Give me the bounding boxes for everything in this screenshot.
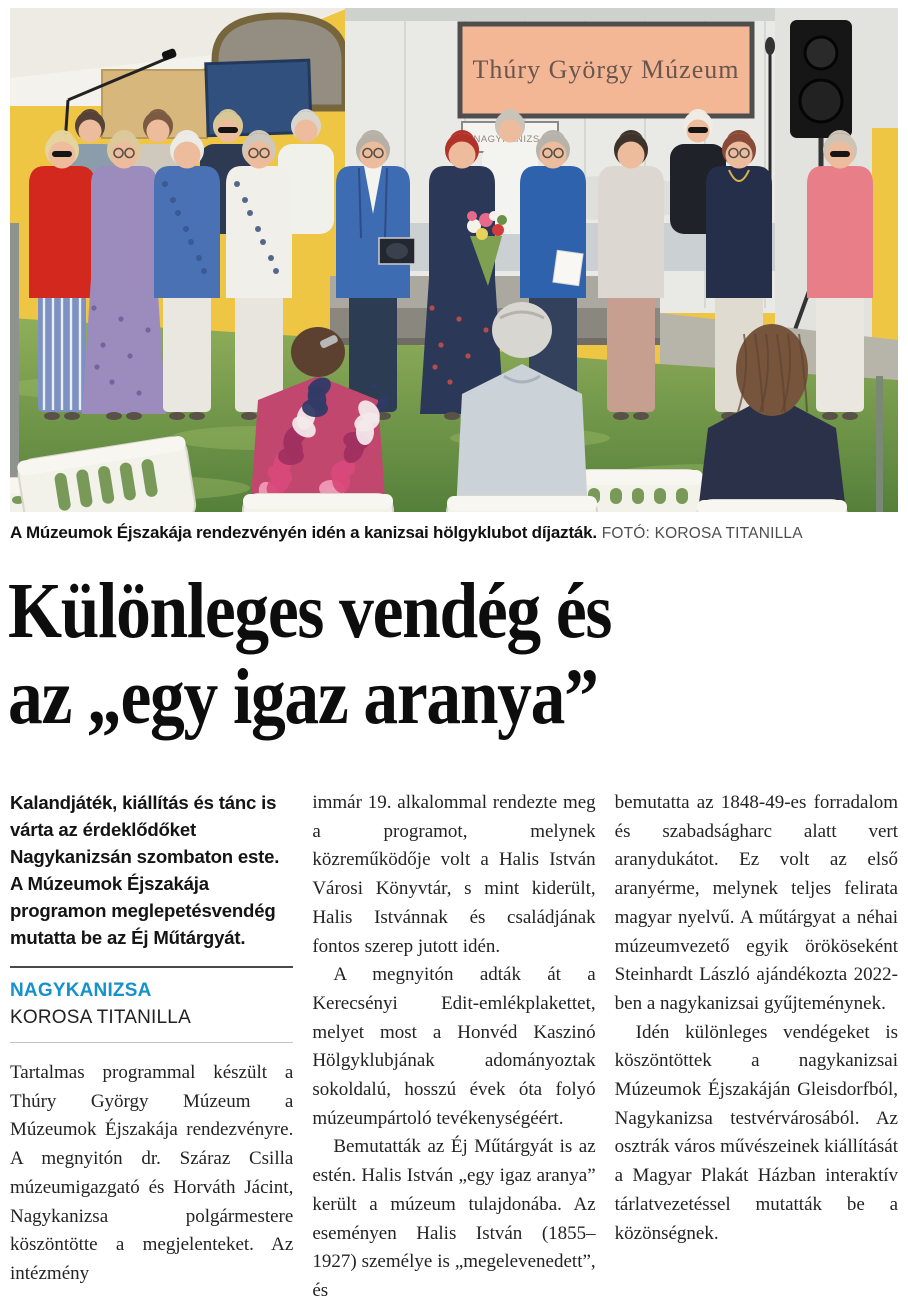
white-plastic-chair bbox=[697, 500, 847, 512]
person-front-row bbox=[807, 130, 873, 420]
photo-scene bbox=[10, 8, 898, 512]
person-front-row bbox=[226, 130, 292, 420]
article-paragraph: immár 19. alkalommal rendezte meg a programot, melynek közreműködője volt a Halis István Városi Könyvtár, s mint kiderült, Halis Istvánnak és családjának fontos szerep jutott idén. bbox=[312, 792, 596, 957]
newspaper-page bbox=[0, 8, 908, 1301]
article-paragraph: Bemutatták az Éj Műtárgyát is az estén. Halis István „egy igaz aranya” került a múzeum tulajdonába. Az eseményen Halis István (1855–1927) személye is „megelevenedett”, és bbox=[312, 1136, 596, 1301]
divider-light bbox=[10, 1042, 293, 1043]
photo-credit: FOTÓ: KOROSA TITANILLA bbox=[601, 525, 803, 542]
white-plastic-chair bbox=[447, 496, 597, 512]
body-text-middle bbox=[312, 789, 595, 1306]
white-plastic-chair bbox=[243, 494, 393, 512]
article-paragraph: Idén különleges vendégeket is köszöntöttek a nagykanizsai Múzeumok Éjszakáján Gleisdorfból, Nagykanizsa testvérvárosából. Az osztrák város művészeinek kiállítását a Magyar Plakát Házban interaktív tárlatvezetéssel mutatták be a közönségnek. bbox=[614, 1021, 898, 1244]
body-text-right bbox=[615, 789, 898, 1248]
byline: KOROSA TITANILLA bbox=[10, 1007, 191, 1028]
headline bbox=[8, 569, 900, 741]
lead-paragraph: Kalandjáték, kiállítás és tánc is várta az érdeklődőket Nagykanizsán szombaton este. A Múzeumok Éjszakája programon meglepetésvendég mutatta be az Éj Műtárgyát. bbox=[10, 792, 280, 948]
person-front-row bbox=[82, 130, 166, 420]
column-middle bbox=[312, 789, 595, 1306]
article-paragraph: A megnyitón adták át a Kerecsényi Edit-emlékplakettet, melyet most a Honvéd Kaszinó Hölgyklubjának adományoztak sokoldalú, hosszú évek óta folyó múzeumpártoló tevékenységéért. bbox=[312, 964, 596, 1129]
headline-line-2: az „egy igaz aranya” bbox=[8, 654, 598, 741]
location-label: NAGYKANIZSA bbox=[10, 980, 152, 1001]
photo-caption bbox=[10, 521, 898, 545]
column-left bbox=[10, 789, 293, 1306]
article-paragraph: Tartalmas programmal készült a Thúry György Múzeum a Múzeumok Éjszakája rendezvényre. A megnyitón dr. Száraz Csilla múzeumigazgató és Horváth Jácint, Nagykanizsa polgármestere köszöntötte a megjelenteket. Az intézmény bbox=[10, 1062, 294, 1284]
svg-text:Thúry György Múzeum: Thúry György Múzeum bbox=[472, 55, 740, 84]
person-front-row bbox=[154, 130, 220, 420]
headline-line-1: Különleges vendég és bbox=[8, 568, 612, 655]
article-columns bbox=[10, 789, 898, 1306]
body-text-left bbox=[10, 1059, 293, 1289]
caption-text: A Múzeumok Éjszakája rendezvényén idén a kanizsai hölgyklubot díjazták. bbox=[10, 523, 597, 542]
right-pole bbox=[876, 376, 883, 512]
divider-dark bbox=[10, 966, 293, 968]
column-right bbox=[615, 789, 898, 1306]
article-paragraph: bemutatta az 1848-49-es forradalom és szabadságharc alatt vert aranydukátot. Ez volt az első aranyérme, melynek teljes felirata magyar nyelvű. A műtárgyat a néhai múzeumvezető egyik örököseként Steinhardt László ajándékozta 2022-ben a nagykanizsai gyűjteménynek. bbox=[614, 792, 898, 1014]
person-front-row bbox=[598, 130, 664, 420]
article-photo bbox=[10, 8, 898, 512]
